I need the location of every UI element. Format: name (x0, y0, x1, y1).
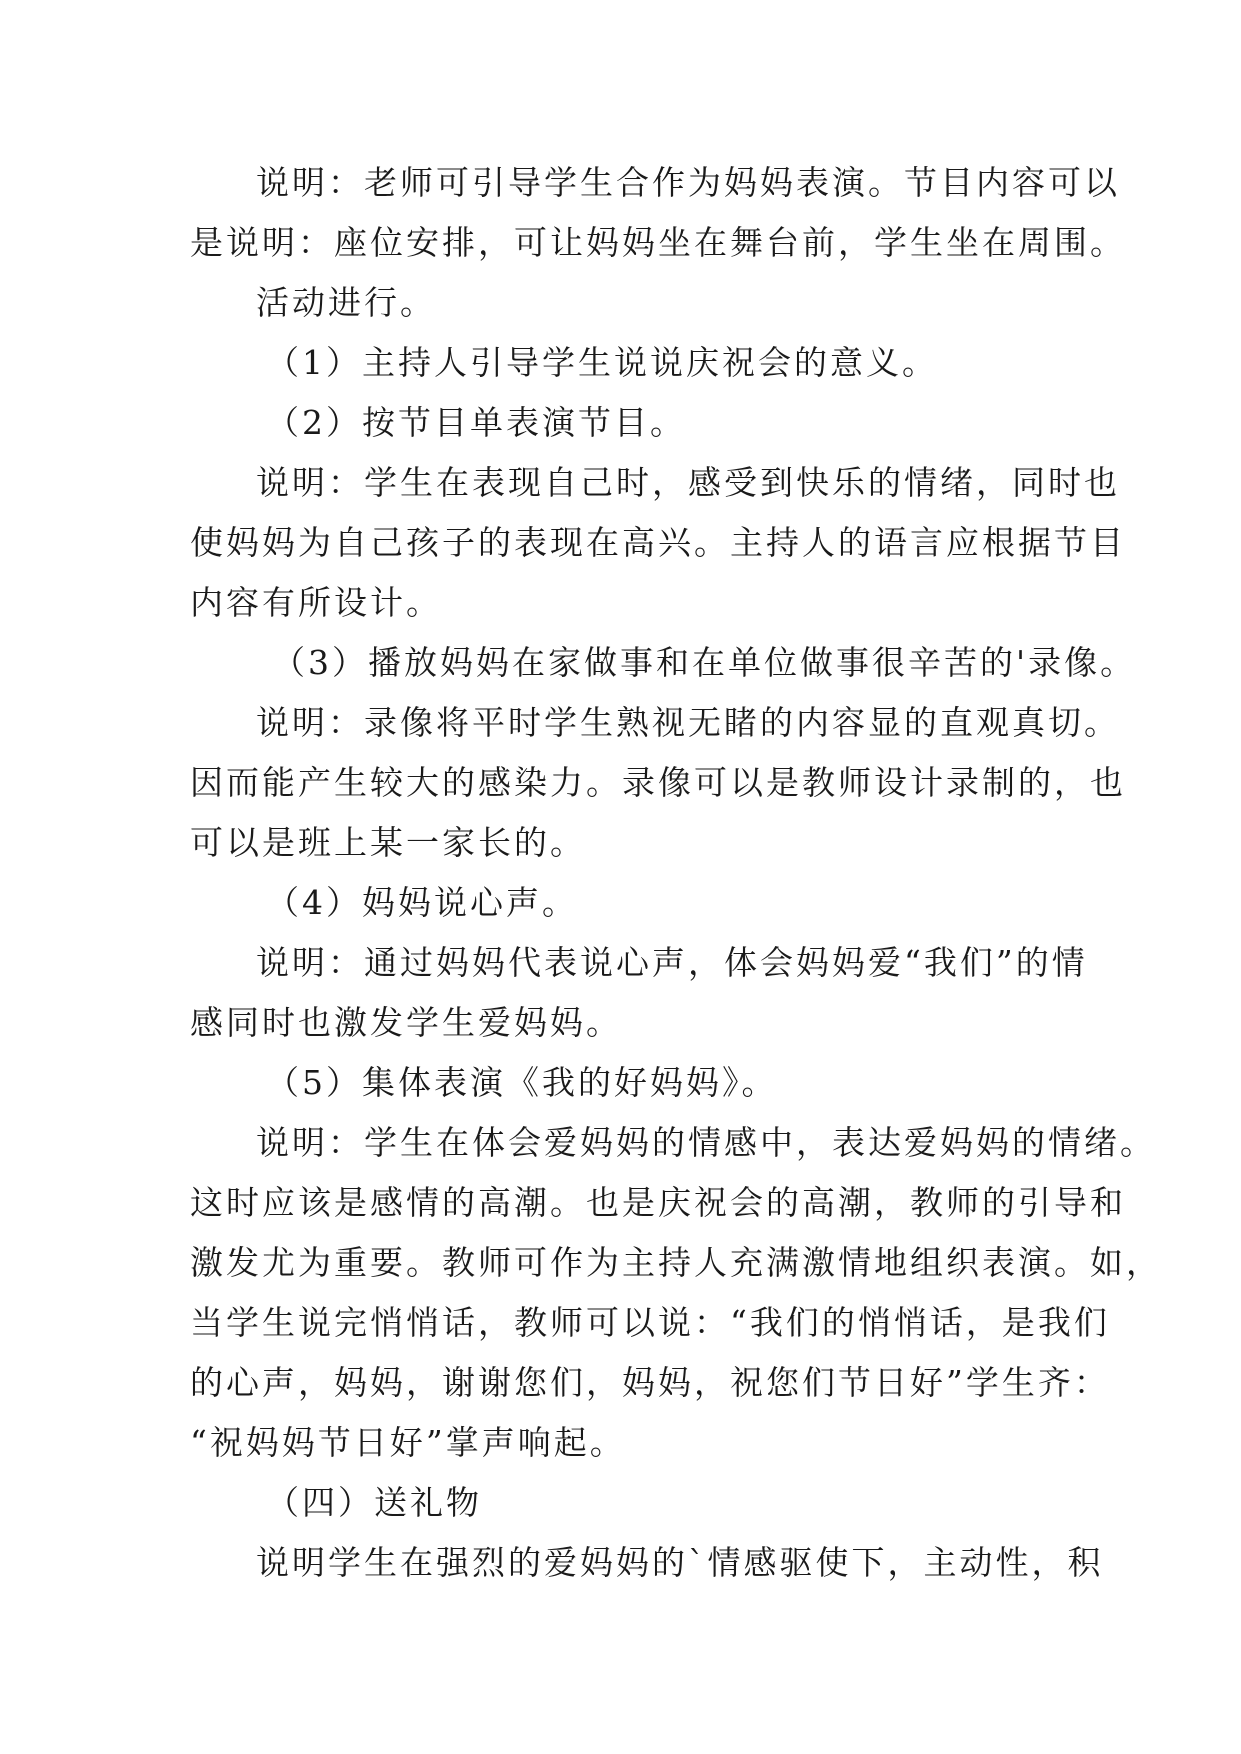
text-line: （5）集体表演《我的好妈妈》。 (266, 1063, 778, 1102)
text-line: 可以是班上某一家长的。 (190, 823, 586, 862)
text-line: （4）妈妈说心声。 (266, 883, 578, 922)
text-line: 激发尤为重要。教师可作为主持人充满激情地组织表演。如， (190, 1243, 1162, 1282)
text-line: 感同时也激发学生爱妈妈。 (190, 1003, 622, 1042)
text-line: 活动进行。 (256, 283, 436, 322)
text-line: “祝妈妈节日好”掌声响起。 (190, 1423, 626, 1462)
text-line: 说明学生在强烈的爱妈妈的`情感驱使下，主动性，积 (256, 1543, 1104, 1582)
text-line: （1）主持人引导学生说说庆祝会的意义。 (266, 343, 938, 382)
text-line: 说明：老师可引导学生合作为妈妈表演。节目内容可以 (256, 163, 1120, 202)
text-line: 这时应该是感情的高潮。也是庆祝会的高潮，教师的引导和 (190, 1183, 1126, 1222)
text-line: 内容有所设计。 (190, 583, 442, 622)
text-line: 当学生说完悄悄话，教师可以说：“我们的悄悄话，是我们 (190, 1303, 1110, 1342)
text-line: 说明：通过妈妈代表说心声，体会妈妈爱“我们”的情 (256, 943, 1088, 982)
text-line: 因而能产生较大的感染力。录像可以是教师设计录制的，也 (190, 763, 1126, 802)
text-line: （四）送礼物 (266, 1483, 482, 1522)
text-line: 使妈妈为自己孩子的表现在高兴。主持人的语言应根据节目 (190, 523, 1126, 562)
text-line: 说明：学生在体会爱妈妈的情感中，表达爱妈妈的情绪。 (256, 1123, 1156, 1162)
text-line: 的心声，妈妈，谢谢您们，妈妈，祝您们节日好”学生齐： (190, 1363, 1110, 1402)
text-line: （2）按节目单表演节目。 (266, 403, 686, 442)
text-line: 说明：录像将平时学生熟视无睹的内容显的直观真切。 (256, 703, 1120, 742)
text-line: （3）播放妈妈在家做事和在单位做事很辛苦的'录像。 (272, 643, 1137, 682)
text-line: 说明：学生在表现自己时，感受到快乐的情绪，同时也 (256, 463, 1120, 502)
text-line: 是说明：座位安排，可让妈妈坐在舞台前，学生坐在周围。 (190, 223, 1126, 262)
